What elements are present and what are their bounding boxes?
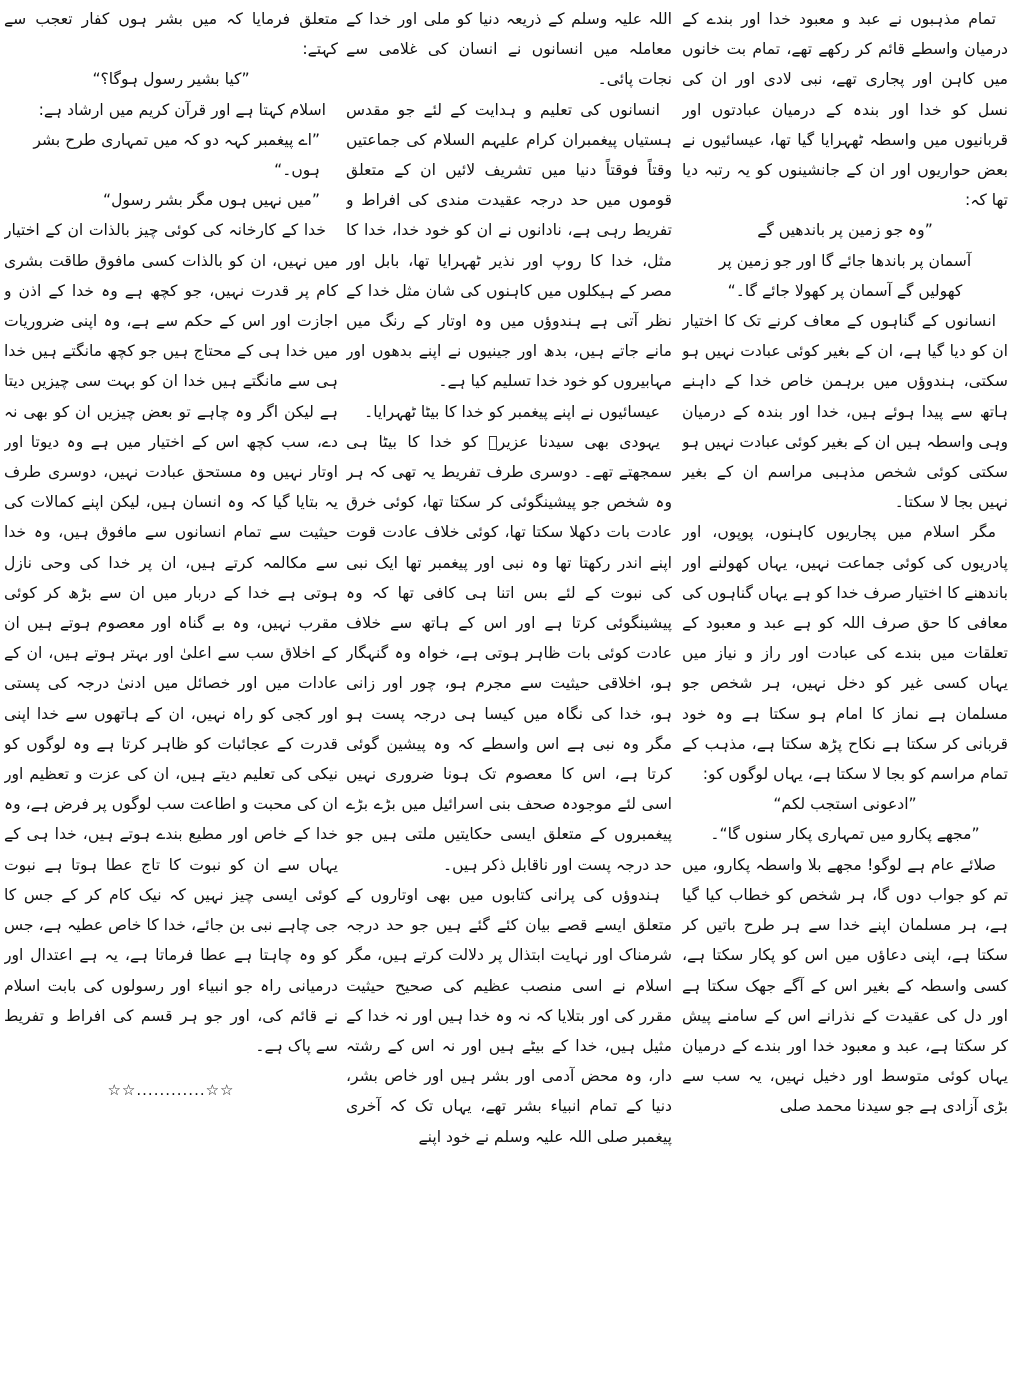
paragraph: انسانوں کی تعلیم و ہدایت کے لئے جو مقدس ہستیاں پیغمبران کرام علیہم السلام کی جماعتیں وقتاً فوقتاً دنیا میں تشریف لائیں ان کے متعلق قوموں میں حد درجہ عقیدت مندی کی افراط و تفریط رہی ہے، نادانوں نے ان کو خود خدا، خدا کا مثل، خدا کا روپ اور نذیر ٹھہرایا تھا، بابل اور مصر کے ہیکلوں میں کاہنوں کی شان مثل خدا کے نظر آتی ہے ہندوؤں میں وہ اوتار کے رنگ میں مانے جاتے ہیں، بدھ اور جینیوں نے اپنے بدھوں اور مہابیروں کو خود خدا تسلیم کیا ہے۔ [346,100,672,391]
quotation-line: ”مجھے پکارو میں تمہاری پکار سنوں گا“۔ [710,825,980,844]
quotation-line: ”کیا بشیر رسول ہوگا؟“ [92,70,250,89]
star-icon: ☆☆ [205,1081,235,1100]
quotation-line: ”اے پیغمبر کہہ دو کہ میں تمہاری طرح بشر ہوں۔“ [33,130,320,180]
paragraph: خدا کے کارخانہ کی کوئی چیز بالذات ان کے اختیار میں نہیں، ان کو بالذات کسی مافوق طاقت بشری کام پر قدرت نہیں، جو کچھ ہے وہ خدا کے اذن و اجازت اور اس کے حکم سے ہے، وہ اپنی ضروریات میں خدا ہی کے محتاج ہیں جو کچھ مانگتے ہیں خدا ہی سے مانگتے ہیں خدا ان کو بہت سی چیزیں دیتا ہے لیکن اگر وہ چاہے تو بعض چیزیں ان کو بھی نہ دے، سب کچھ اس کے اختیار میں ہے وہ دیوتا اور اوتار نہیں وہ مستحق عبادت نہیں، دوسری طرف یہ بتایا گیا کہ وہ انسان ہیں، لیکن اپنے کمالات کی حیثیت سے تمام انسانوں سے مافوق ہیں، وہ خدا سے مکالمہ کرتے ہیں، ان پر خدا کی وحی نازل ہوتی ہے خدا کے دربار میں ان سے بڑھ کر کوئی مقرب نہیں، وہ بے گناہ اور معصوم ہوتے ہیں ان کے اخلاق سب سے اعلیٰ اور بہتر ہوتے ہیں، ان کے عادات میں اور خصائل میں ادنیٰ درجہ کی پستی اور کجی کو راہ نہیں، ان کے ہاتھوں سے خدا اپنی قدرت کے عجائبات کو ظاہر کرتا ہے وہ لوگوں کو نیکی کی تعلیم دیتے ہیں، ان کی عزت و تعظیم اور ان کی محبت و اطاعت سب لوگوں پر فرض ہے، وہ خدا کے خاص اور مطیع بندے ہوتے ہیں، خدا ہی کے یہاں سے ان کو نبوت کا تاج عطا ہوتا ہے نبوت کوئی ایسی چیز نہیں کہ نیک کام کر کے جس کا جی چاہے نبی بن جائے، خدا کا خاص عطیہ ہے، جس کو وہ چاہتا ہے عطا فرماتا ہے، یہ ہے اعتدال اور درمیانی راہ جو انبیاء اور رسولوں کی بابت اسلام نے قائم کی، اور جو ہر قسم کی افراط و تفریط سے پاک ہے۔ [4,221,338,1055]
quotation-line: ”وہ جو زمین پر باندھیں گے [757,221,933,240]
continued-text: متعلق فرمایا کہ میں بشر ہوں کفار تعجب سے کہتے: [4,10,338,59]
quotation-line: ”میں نہیں ہوں مگر بشر رسول“ [103,191,320,210]
paragraph: تمام مذہبوں نے عبد و معبود خدا اور بندے کے درمیان واسطے قائم کر رکھے تھے، تمام بت خانوں میں کاہن اور پجاری تھے، نبی لادی اور ان کی نسل کو خدا اور بندہ کے درمیان عبادتوں اور قربانیوں میں واسطہ ٹھہرایا گیا تھا، عیسائیوں نے بعض حواریوں اور ان کے جانشینوں کو یہ رتبہ دیا تھا کہ: [682,10,1008,210]
column-middle [346,4,672,1390]
continued-text: اللہ علیہ وسلم کے ذریعہ دنیا کو ملی اور خدا کے معاملہ میں انسانوں نے انسان کی غلامی سے نجات پائی۔ [346,10,672,89]
column-left-body [4,4,338,1061]
quotation-line: آسمان پر باندھا جائے گا اور جو زمین پر [718,251,972,270]
paragraph: ہندوؤں کی پرانی کتابوں میں بھی اوتاروں کے متعلق ایسے قصے بیان کئے گئے ہیں جو حد درجہ شرمناک اور نہایت ابتذال پر دلالت کرتے ہیں، مگر اسلام نے اسی منصب عظیم کی صحیح حیثیت مقرر کی اور بتلایا کہ نہ وہ خدا ہیں اور نہ خدا کے مثیل ہیں، خدا کے بیٹے ہیں اور نہ اس کے رشتہ دار، وہ محض آدمی اور بشر ہیں اور خاص بشر، دنیا کے تمام انبیاء بشر تھے، یہاں تک کہ آخری پیغمبر صلی اللہ علیہ وسلم نے خود اپنے [346,885,672,1146]
quotation-line: کھولیں گے آسمان پر کھولا جائے گا۔“ [727,281,963,300]
separator-dots: ............ [136,1081,206,1100]
star-icon: ☆☆ [107,1081,137,1100]
paragraph: اسلام کہتا ہے اور قرآن کریم میں ارشاد ہے: [38,100,326,119]
quotation-line: ”ادعونی استجب لکم“ [773,795,917,814]
paragraph: یہودی بھی سیدنا عزیرؑ کو خدا کا بیٹا ہی سمجھتے تھے۔ دوسری طرف تفریط یہ تھی کہ ہر وہ شخص جو پیشینگوئی کر سکتا تھا، کوئی خرق عادت بات دکھلا سکتا تھا، کوئی خلاف عادت قوت اپنے اندر رکھتا تھا وہ نبی اور پیغمبر تھا ایک نبی کی نبوت کے لئے بس اتنا ہی کافی تھا کہ وہ پیشینگوئی کرتا ہے اور اس کے ہاتھ سے خلاف عادت کوئی بات ظاہر ہوتی ہے، خواہ وہ گنہگار ہو، اخلاقی حیثیت سے مجرم ہو، چور اور زانی ہو، خدا کی نگاہ میں کیسا ہی درجہ پست ہو مگر وہ نبی ہے اس واسطے کہ وہ پیشین گوئی کرتا ہے، اس کا معصوم تک ہونا ضروری نہیں اسی لئے موجودہ صحف بنی اسرائیل میں بڑے بڑے پیغمبروں کے متعلق ایسی حکایتیں ملتی ہیں جو حد درجہ پست اور ناقابل ذکر ہیں۔ [346,432,672,874]
section-end-separator [4,1075,338,1105]
paragraph: صلائے عام ہے لوگو! مجھے بلا واسطہ پکارو، میں تم کو جواب دوں گا، ہر شخص کو خطاب کیا گیا ہے، ہر مسلمان اپنے خدا سے ہر طرح باتیں کر سکتا ہے، اپنی دعاؤں میں اس کو پکار سکتا ہے، کسی واسطہ کے بغیر اس کے آگے جھک سکتا ہے اور دل کی عقیدت کے نذرانے اس کے سامنے پیش کر سکتا ہے، عبد و معبود خدا اور بندے کے درمیان یہاں کوئی متوسط اور دخیل نہیں، یہ سب سے بڑی آزادی ہے جو سیدنا محمد صلی [682,855,1008,1116]
column-left [4,4,338,1390]
paragraph: انسانوں کے گناہوں کے معاف کرنے تک کا اختیار ان کو دیا گیا ہے، ان کے بغیر کوئی عبادت نہیں ہو سکتی، ہندوؤں میں برہمن خاص خدا کے داہنے ہاتھ سے پیدا ہوئے ہیں، خدا اور بندہ کے درمیان وہی واسطہ ہیں ان کے بغیر کوئی عبادت نہیں ہو سکتی کوئی شخص مذہبی مراسم ان کے بغیر نہیں بجا لا سکتا۔ [682,312,1008,512]
column-right [682,4,1008,1390]
paragraph: عیسائیوں نے اپنے پیغمبر کو خدا کا بیٹا ٹھہرایا۔ [364,402,660,421]
paragraph: مگر اسلام میں پجاریوں کاہنوں، پوپوں، اور پادریوں کی کوئی جماعت نہیں، یہاں کھولنے اور باندھنے کا اختیار صرف خدا کو ہے یہاں گناہوں کی معافی کا حق صرف اللہ کو ہے عبد و معبود کے تعلقات میں بندے کی عبادت اور راز و نیاز میں یہاں کسی غیر کو دخل نہیں، ہر شخص جو مسلمان ہے نماز کا امام ہو سکتا ہے وہ خود قربانی کر سکتا ہے نکاح پڑھ سکتا ہے، مذہب کے تمام مراسم کو بجا لا سکتا ہے، یہاں لوگوں کو: [682,523,1008,784]
